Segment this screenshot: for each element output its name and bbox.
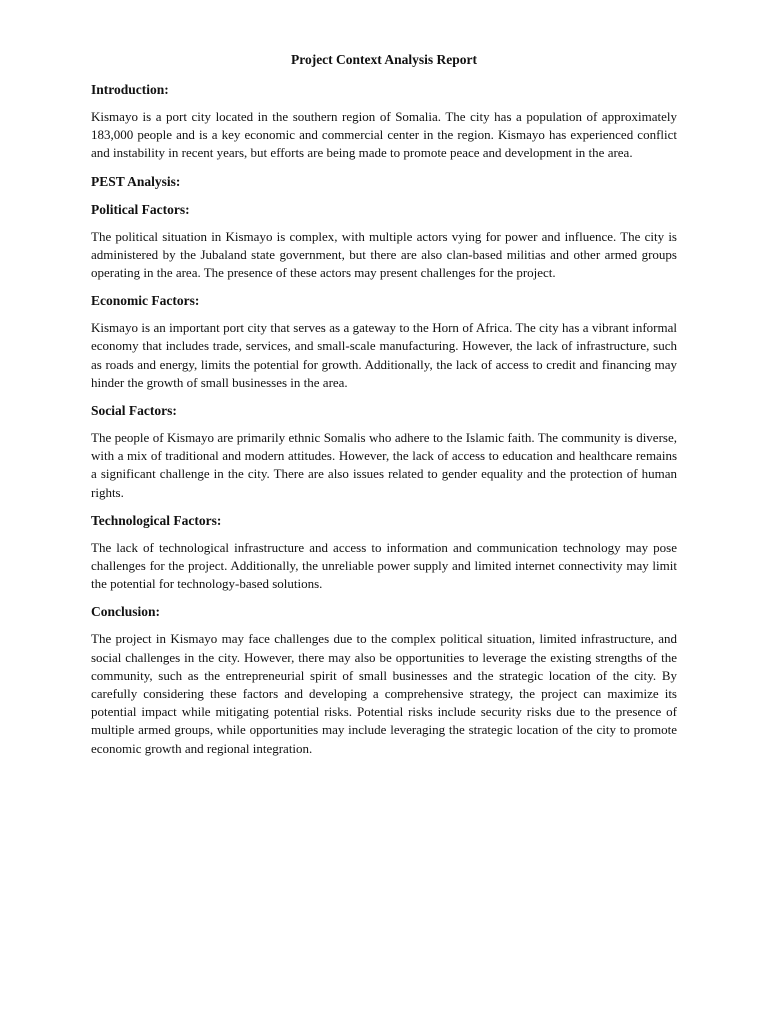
introduction-heading: Introduction: [91,82,169,97]
introduction-paragraph: Kismayo is a port city located in the southern region of Somalia. The city has a population of approximately 183,000 people and is a key economic and commercial center in the region. Kismayo has experienced conflict and instability in recent years, but efforts are being made to promote peace and development in the area. [91,109,677,161]
political-factors-paragraph: The political situation in Kismayo is complex, with multiple actors vying for power and influence. The city is administered by the Jubaland state government, but there are also clan-based militias and other armed groups operating in the area. The presence of these actors may present challenges for the project. [91,228,677,281]
political-factors-heading: Political Factors: [91,201,190,217]
document-page [91,50,677,767]
pest-analysis-heading: PEST Analysis: [91,173,181,189]
technological-factors-paragraph: The lack of technological infrastructure and access to information and communication technology may pose challenges for the project. Additionally, the unreliable power supply and limited internet connectivity may limit the potential for technology-based solutions. [91,539,677,592]
technological-factors-heading: Technological Factors: [91,512,222,528]
economic-factors-paragraph: Kismayo is an important port city that serves as a gateway to the Horn of Africa. The city has a vibrant informal economy that includes trade, services, and small-scale manufacturing. However, the lack of infrastructure, such as roads and energy, limits the potential for growth. Additionally, the lack of access to credit and financing may hinder the growth of small businesses in the area. [91,320,677,390]
document-title: Project Context Analysis Report [290,52,478,67]
conclusion-paragraph: The project in Kismayo may face challenges due to the complex political situation, limited infrastructure, and social challenges in the city. However, there may also be opportunities to leverage the existing strengths of the community, such as the entrepreneurial spirit of small businesses and the strategic location of the city. By carefully considering these factors and developing a comprehensive strategy, the project can maximize its potential impact while mitigating potential risks. Potential risks include security risks due to the presence of multiple armed groups, while opportunities may include leveraging the strategic location of the city to promote economic growth and regional integration. [91,631,677,756]
social-factors-heading: Social Factors: [91,403,177,419]
economic-factors-heading: Economic Factors: [91,293,200,309]
conclusion-heading: Conclusion: [91,604,161,620]
social-factors-paragraph: The people of Kismayo are primarily ethnic Somalis who adhere to the Islamic faith. The community is diverse, with a mix of traditional and modern attitudes. However, the lack of access to education and healthcare remains a significant challenge in the city. There are also issues related to gender equality and the protection of human rights. [91,430,677,500]
